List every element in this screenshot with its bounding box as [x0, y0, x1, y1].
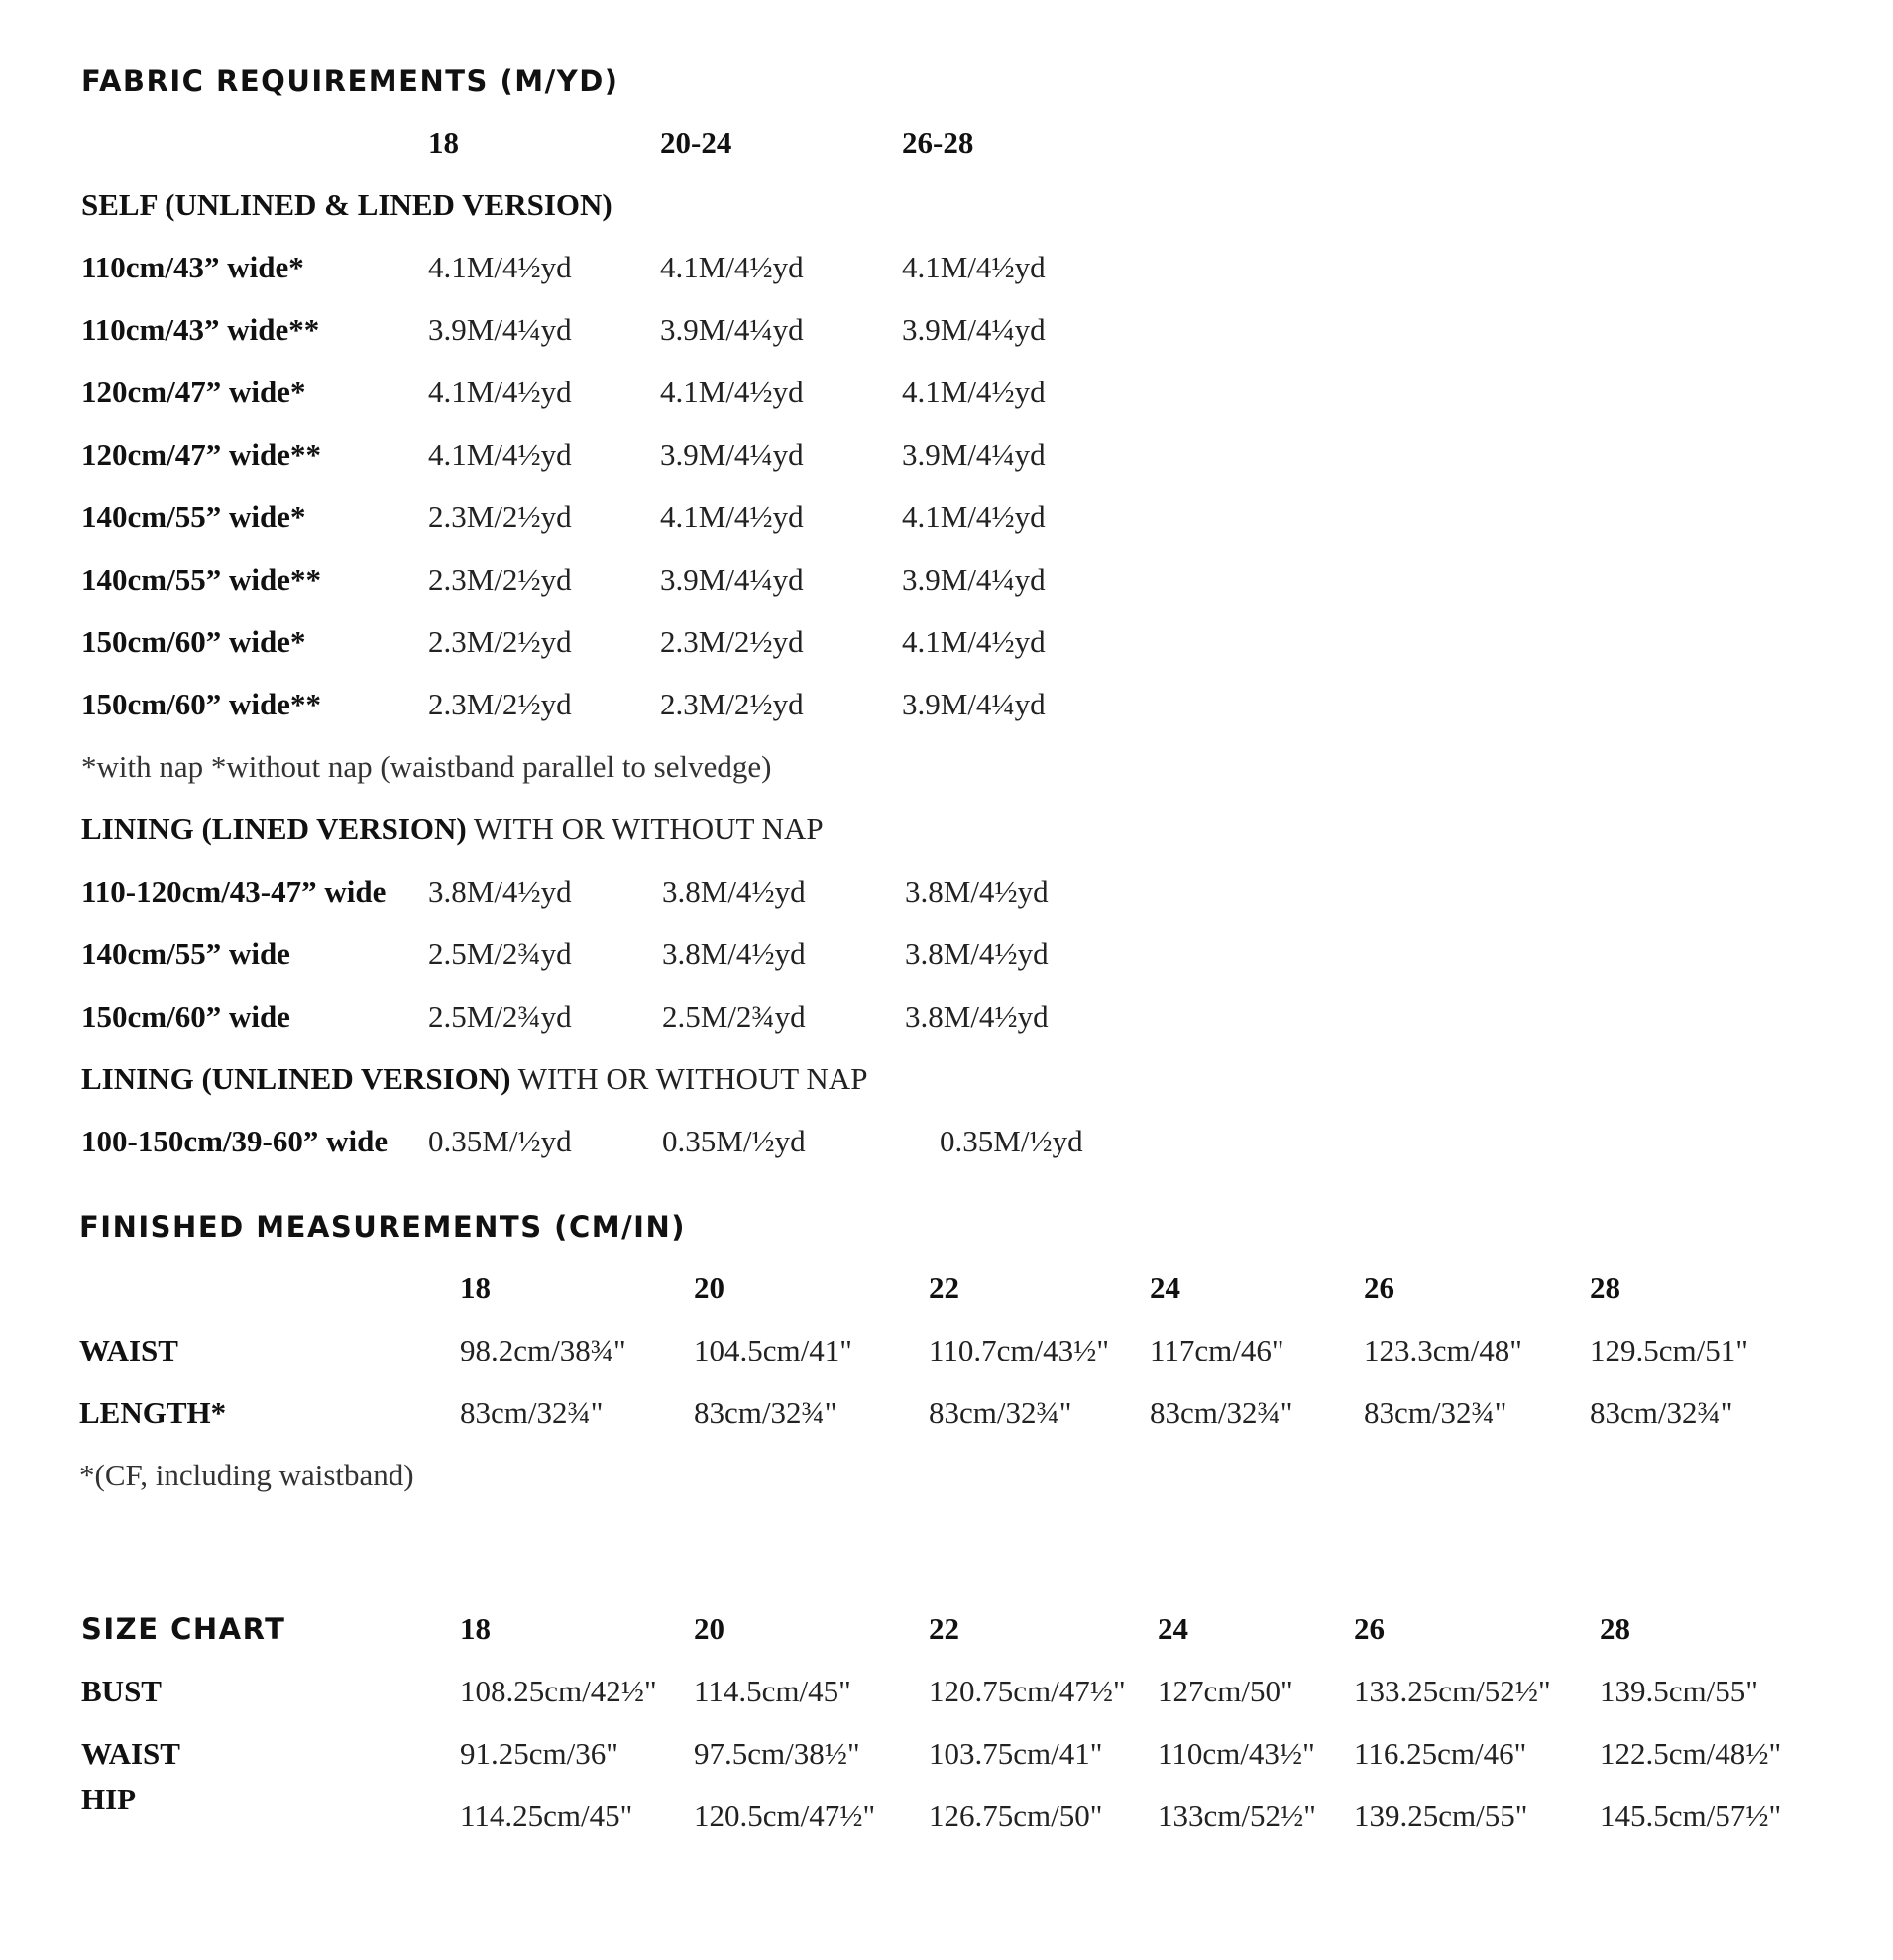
- lining-unlined-heading-rest: WITH OR WITHOUT NAP: [510, 1061, 868, 1096]
- self-row-value: 4.1M/4½yd: [902, 375, 1046, 409]
- finished-row-value: 83cm/32¾": [1590, 1395, 1733, 1430]
- finished-row-value: 117cm/46": [1150, 1333, 1284, 1367]
- size-chart-row-value: 114.25cm/45": [460, 1798, 633, 1833]
- finished-row-label: LENGTH*: [79, 1395, 227, 1430]
- finished-row-value: 98.2cm/38¾": [460, 1333, 626, 1367]
- self-row-value: 3.9M/4¼yd: [660, 312, 804, 347]
- size-chart-row-value: 122.5cm/48½": [1600, 1736, 1782, 1771]
- finished-row-value: 83cm/32¾": [929, 1395, 1072, 1430]
- finished-row-value: 129.5cm/51": [1590, 1333, 1748, 1367]
- finished-size-header: 28: [1590, 1270, 1620, 1305]
- size-chart-row-value: 114.5cm/45": [694, 1674, 851, 1708]
- size-chart-size-header: 20: [694, 1611, 724, 1646]
- size-chart-size-header: 24: [1158, 1611, 1188, 1646]
- lining-lined-row-value: 3.8M/4½yd: [428, 874, 572, 909]
- lining-lined-row-label: 140cm/55” wide: [81, 936, 290, 971]
- self-row-value: 3.9M/4¼yd: [660, 437, 804, 472]
- self-row-value: 3.9M/4¼yd: [902, 437, 1046, 472]
- self-row-value: 2.3M/2½yd: [428, 624, 572, 659]
- fabric-size-header: 20-24: [660, 125, 732, 160]
- finished-size-header: 24: [1150, 1270, 1180, 1305]
- size-chart-row-label: BUST: [81, 1674, 162, 1708]
- finished-size-header: 18: [460, 1270, 491, 1305]
- self-row-label: 110cm/43” wide*: [81, 250, 304, 284]
- fabric-size-header: 26-28: [902, 125, 974, 160]
- finished-size-header: 20: [694, 1270, 724, 1305]
- finished-row-value: 83cm/32¾": [1150, 1395, 1293, 1430]
- self-row-label: 150cm/60” wide*: [81, 624, 306, 659]
- lining-unlined-row-value: 0.35M/½yd: [940, 1124, 1083, 1158]
- self-row-value: 4.1M/4½yd: [902, 624, 1046, 659]
- size-chart-size-header: 28: [1600, 1611, 1630, 1646]
- size-chart-size-header: 18: [460, 1611, 491, 1646]
- self-row-label: 140cm/55” wide**: [81, 562, 321, 597]
- self-row-value: 2.3M/2½yd: [428, 499, 572, 534]
- finished-size-header: 26: [1364, 1270, 1394, 1305]
- size-chart-row-label: WAIST: [81, 1736, 180, 1771]
- size-chart-row-value: 110cm/43½": [1158, 1736, 1315, 1771]
- lining-lined-row-value: 3.8M/4½yd: [905, 874, 1049, 909]
- size-chart-size-header: 26: [1354, 1611, 1385, 1646]
- finished-row-value: 83cm/32¾": [694, 1395, 837, 1430]
- lining-lined-row-value: 2.5M/2¾yd: [662, 999, 806, 1034]
- self-row-label: 120cm/47” wide*: [81, 375, 306, 409]
- self-row-value: 3.9M/4¼yd: [660, 562, 804, 597]
- finished-footnote: *(CF, including waistband): [79, 1458, 414, 1492]
- size-chart-size-header: 22: [929, 1611, 959, 1646]
- size-chart-row-value: 120.5cm/47½": [694, 1798, 876, 1833]
- lining-lined-row-label: 150cm/60” wide: [81, 999, 290, 1034]
- self-row-value: 2.3M/2½yd: [428, 562, 572, 597]
- nap-footnote: *with nap *without nap (waistband parallel to selvedge): [81, 749, 772, 784]
- self-row-value: 4.1M/4½yd: [660, 499, 804, 534]
- self-row-value: 4.1M/4½yd: [428, 437, 572, 472]
- self-row-value: 4.1M/4½yd: [660, 250, 804, 284]
- self-row-value: 4.1M/4½yd: [902, 499, 1046, 534]
- finished-row-value: 83cm/32¾": [1364, 1395, 1507, 1430]
- finished-row-value: 104.5cm/41": [694, 1333, 852, 1367]
- self-row-value: 2.3M/2½yd: [428, 687, 572, 721]
- size-chart-row-value: 116.25cm/46": [1354, 1736, 1527, 1771]
- lining-lined-row-value: 2.5M/2¾yd: [428, 936, 572, 971]
- self-row-value: 2.3M/2½yd: [660, 687, 804, 721]
- self-row-value: 2.3M/2½yd: [660, 624, 804, 659]
- lining-lined-heading: [81, 814, 824, 844]
- lining-lined-heading-bold: LINING (LINED VERSION): [81, 812, 467, 846]
- lining-lined-row-label: 110-120cm/43-47” wide: [81, 874, 387, 909]
- self-row-label: 120cm/47” wide**: [81, 437, 321, 472]
- lining-lined-row-value: 3.8M/4½yd: [662, 874, 806, 909]
- size-chart-row-value: 126.75cm/50": [929, 1798, 1103, 1833]
- size-chart-row-value: 103.75cm/41": [929, 1736, 1103, 1771]
- self-row-value: 3.9M/4¼yd: [902, 687, 1046, 721]
- lining-unlined-row-label: 100-150cm/39-60” wide: [81, 1124, 389, 1158]
- lining-lined-heading-rest: WITH OR WITHOUT NAP: [466, 812, 824, 846]
- self-row-value: 3.9M/4¼yd: [902, 312, 1046, 347]
- size-chart-row-value: 120.75cm/47½": [929, 1674, 1126, 1708]
- self-row-label: 110cm/43” wide**: [81, 312, 320, 347]
- size-chart-row-value: 145.5cm/57½": [1600, 1798, 1782, 1833]
- self-row-value: 3.9M/4¼yd: [428, 312, 572, 347]
- lining-lined-row-value: 3.8M/4½yd: [905, 999, 1049, 1034]
- self-row-label: 140cm/55” wide*: [81, 499, 306, 534]
- lining-unlined-heading: [81, 1063, 867, 1094]
- finished-size-header: 22: [929, 1270, 959, 1305]
- size-chart-row-value: 139.25cm/55": [1354, 1798, 1528, 1833]
- size-chart-row-value: 133cm/52½": [1158, 1798, 1316, 1833]
- size-chart-row-value: 127cm/50": [1158, 1674, 1293, 1708]
- self-row-value: 4.1M/4½yd: [428, 250, 572, 284]
- size-chart-row-value: 97.5cm/38½": [694, 1736, 860, 1771]
- finished-row-value: 123.3cm/48": [1364, 1333, 1522, 1367]
- self-row-value: 4.1M/4½yd: [660, 375, 804, 409]
- size-chart-row-value: 139.5cm/55": [1600, 1674, 1758, 1708]
- fabric-size-header: 18: [428, 125, 459, 160]
- lining-unlined-heading-bold: LINING (UNLINED VERSION): [81, 1061, 511, 1096]
- finished-row-value: 83cm/32¾": [460, 1395, 604, 1430]
- size-chart-row-value: 91.25cm/36": [460, 1736, 618, 1771]
- finished-row-label: WAIST: [79, 1333, 178, 1367]
- finished-measurements-title: FINISHED MEASUREMENTS (CM/IN): [79, 1210, 686, 1244]
- lining-lined-row-value: 2.5M/2¾yd: [428, 999, 572, 1034]
- lining-unlined-row-value: 0.35M/½yd: [662, 1124, 806, 1158]
- lining-unlined-row-value: 0.35M/½yd: [428, 1124, 572, 1158]
- self-row-label: 150cm/60” wide**: [81, 687, 321, 721]
- size-chart-title: SIZE CHART: [81, 1612, 286, 1646]
- self-row-value: 4.1M/4½yd: [902, 250, 1046, 284]
- lining-lined-row-value: 3.8M/4½yd: [662, 936, 806, 971]
- fabric-requirements-title: FABRIC REQUIREMENTS (M/YD): [81, 64, 619, 98]
- self-section-heading: SELF (UNLINED & LINED VERSION): [81, 187, 612, 222]
- size-chart-row-label: HIP: [81, 1782, 137, 1816]
- size-chart-row-value: 133.25cm/52½": [1354, 1674, 1551, 1708]
- lining-lined-row-value: 3.8M/4½yd: [905, 936, 1049, 971]
- size-chart-row-value: 108.25cm/42½": [460, 1674, 657, 1708]
- finished-row-value: 110.7cm/43½": [929, 1333, 1109, 1367]
- self-row-value: 4.1M/4½yd: [428, 375, 572, 409]
- self-row-value: 3.9M/4¼yd: [902, 562, 1046, 597]
